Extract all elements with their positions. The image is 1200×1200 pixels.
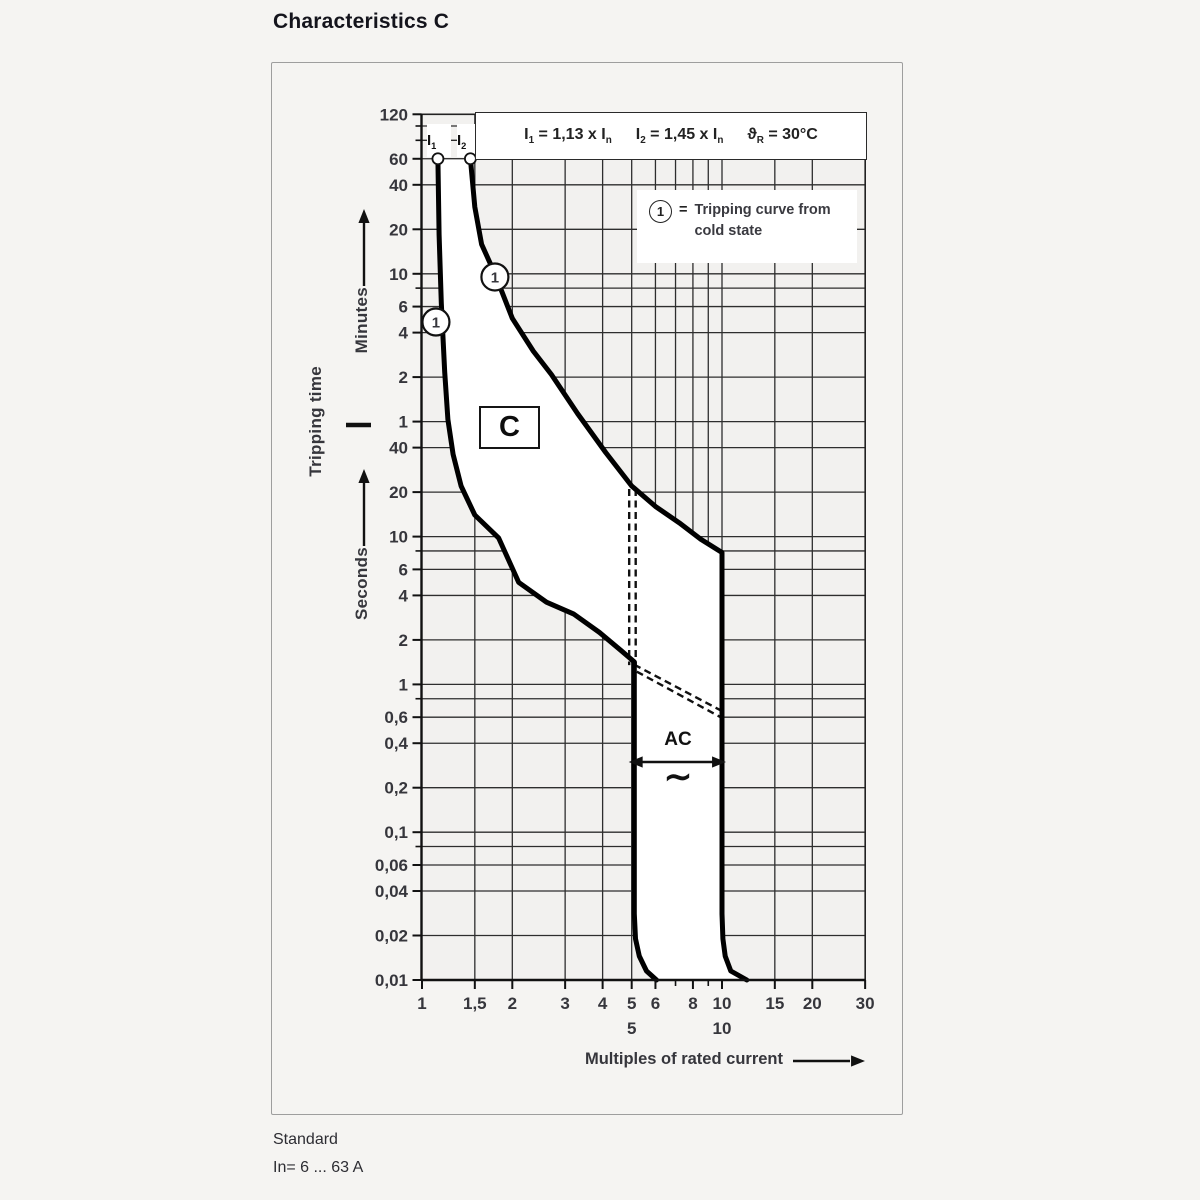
svg-text:40: 40 bbox=[389, 438, 408, 458]
svg-text:20: 20 bbox=[389, 220, 408, 240]
legend-box bbox=[637, 190, 857, 263]
svg-text:4: 4 bbox=[398, 586, 408, 606]
ac-zone-label: AC bbox=[664, 729, 692, 750]
legend-equals: = bbox=[679, 202, 688, 218]
svg-text:120: 120 bbox=[379, 105, 408, 125]
svg-text:6: 6 bbox=[398, 560, 408, 580]
legend-line-1: Tripping curve from bbox=[694, 202, 831, 218]
curve-class-badge: C bbox=[479, 406, 540, 449]
svg-text:0,2: 0,2 bbox=[384, 778, 408, 798]
svg-text:0,4: 0,4 bbox=[384, 734, 408, 754]
svg-text:15: 15 bbox=[765, 994, 785, 1013]
svg-text:1: 1 bbox=[417, 994, 427, 1013]
svg-text:0,06: 0,06 bbox=[374, 855, 408, 875]
svg-text:0,01: 0,01 bbox=[374, 971, 408, 990]
legend-text bbox=[694, 200, 830, 242]
page-title: Characteristics C bbox=[273, 10, 450, 33]
svg-text:2: 2 bbox=[398, 368, 408, 388]
svg-text:2: 2 bbox=[507, 994, 518, 1013]
svg-text:1,5: 1,5 bbox=[463, 994, 487, 1013]
i2-current-label: $I_2$ bbox=[457, 132, 467, 151]
formula-i2: $I_2 = 1,45$ x $I_n$ bbox=[635, 125, 724, 147]
legend-line-2: cold state bbox=[694, 223, 763, 240]
svg-text:0,1: 0,1 bbox=[384, 823, 408, 843]
svg-text:60: 60 bbox=[389, 149, 408, 169]
svg-text:20: 20 bbox=[389, 483, 408, 503]
svg-text:0,04: 0,04 bbox=[374, 882, 408, 902]
svg-text:1: 1 bbox=[398, 675, 408, 695]
i1-current-label: $I_1$ bbox=[427, 132, 437, 151]
rated-current-formula-box bbox=[475, 112, 867, 160]
svg-text:5: 5 bbox=[626, 994, 637, 1013]
y-axis-title: Tripping time bbox=[306, 366, 325, 477]
x-axis-title: Multiples of rated current bbox=[584, 1050, 783, 1068]
formula-i1: $I_1 = 1,13$ x $I_n$ bbox=[524, 125, 612, 147]
svg-text:0,6: 0,6 bbox=[384, 708, 408, 728]
svg-text:5: 5 bbox=[626, 1019, 637, 1038]
svg-text:6: 6 bbox=[650, 994, 661, 1013]
svg-text:1: 1 bbox=[398, 412, 408, 432]
svg-text:30: 30 bbox=[855, 994, 875, 1013]
svg-text:1: 1 bbox=[431, 314, 441, 332]
svg-text:40: 40 bbox=[389, 175, 408, 195]
y-axis-unit-minutes: Minutes bbox=[352, 287, 371, 354]
svg-text:4: 4 bbox=[398, 323, 408, 343]
formula-temperature: $ϑ_R = 30^\circ C$ bbox=[747, 125, 818, 147]
svg-text:1: 1 bbox=[490, 269, 500, 287]
y-axis-unit-seconds: Seconds bbox=[352, 547, 371, 620]
svg-text:2: 2 bbox=[398, 630, 408, 650]
svg-text:10: 10 bbox=[712, 1019, 732, 1038]
svg-text:6: 6 bbox=[398, 297, 408, 317]
svg-text:10: 10 bbox=[389, 527, 408, 547]
svg-text:0,02: 0,02 bbox=[374, 926, 408, 946]
footer-rated-current-range: In= 6 ... 63 A bbox=[273, 1159, 364, 1176]
footer-standard: Standard bbox=[273, 1131, 338, 1148]
svg-text:4: 4 bbox=[597, 994, 608, 1013]
curve-start-circle-icon bbox=[432, 153, 443, 164]
ac-tilde-icon: ∼ bbox=[663, 758, 693, 796]
svg-text:10: 10 bbox=[712, 994, 732, 1013]
svg-text:10: 10 bbox=[389, 264, 408, 284]
svg-text:20: 20 bbox=[802, 994, 822, 1013]
svg-text:8: 8 bbox=[688, 994, 698, 1013]
legend-circled-one-icon: 1 bbox=[649, 200, 672, 223]
svg-text:3: 3 bbox=[560, 994, 570, 1013]
